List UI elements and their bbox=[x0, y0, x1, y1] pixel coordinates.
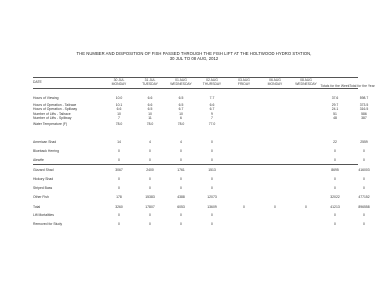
table-cell: 0 bbox=[180, 222, 182, 226]
row-label: Removed for Study bbox=[33, 222, 63, 226]
table-cell: 477152 bbox=[358, 195, 370, 199]
table-cell: 0 bbox=[118, 158, 120, 162]
table-cell: 4 bbox=[149, 140, 151, 144]
table-cell: 0 bbox=[334, 213, 336, 217]
table-cell: 0 bbox=[211, 177, 213, 181]
table-cell: 416003 bbox=[358, 168, 370, 172]
table-cell: 0 bbox=[118, 177, 120, 181]
table-cell: 0 bbox=[149, 186, 151, 190]
table-cell: 13609 bbox=[207, 205, 217, 209]
table-cell: 0 bbox=[363, 158, 365, 162]
table-cell: 0 bbox=[334, 177, 336, 181]
row-label: Other Fish bbox=[33, 195, 49, 199]
table-cell: 0 bbox=[243, 205, 245, 209]
table-cell: 78.0 bbox=[177, 122, 185, 126]
table-cell: 0 bbox=[334, 222, 336, 226]
header-col-day: 01 AUG bbox=[175, 78, 187, 82]
table-cell: 6.5 bbox=[147, 106, 153, 111]
row-label: Hours of Operation - Tailrace bbox=[33, 103, 77, 107]
table-cell: 6.6 bbox=[147, 103, 153, 107]
table-cell: 12073 bbox=[207, 195, 217, 199]
row-label: Hours of Viewing bbox=[33, 96, 59, 100]
table-cell: 0 bbox=[211, 149, 213, 153]
table-cell: 22 bbox=[333, 140, 337, 144]
table-cell: 17807 bbox=[145, 205, 155, 209]
table-cell: 10 bbox=[179, 112, 183, 116]
table-cell: 3260 bbox=[115, 205, 123, 209]
report-date-range: 30 JUL TO 08 AUG, 2012 bbox=[169, 56, 219, 61]
table-cell: 6.7 bbox=[209, 106, 215, 111]
table-cell: 0 bbox=[211, 213, 213, 217]
table-cell: 6.7 bbox=[178, 106, 184, 111]
table-cell: 586 bbox=[361, 112, 367, 116]
header-col-day: 06 AUG bbox=[269, 78, 281, 82]
row-label: Striped Bass bbox=[33, 186, 53, 190]
table-cell: 51 bbox=[333, 112, 337, 116]
table-cell: 0 bbox=[180, 186, 182, 190]
table-cell: 37.6 bbox=[331, 96, 339, 100]
table-cell: 6053 bbox=[177, 205, 185, 209]
row-label: Hickory Shad bbox=[33, 177, 54, 181]
table-cell: 7 bbox=[211, 115, 213, 120]
table-cell: 11 bbox=[148, 115, 152, 120]
header-col-weekday: WEDNESDAY bbox=[295, 82, 317, 86]
table-cell: 6.5 bbox=[178, 96, 184, 100]
table-cell: 373.5 bbox=[359, 103, 369, 107]
table-cell: 0 bbox=[363, 177, 365, 181]
table-cell: 6.6 bbox=[147, 96, 153, 100]
table-cell: 0 bbox=[363, 186, 365, 190]
table-cell: 0 bbox=[363, 213, 365, 217]
table-cell: 78.0 bbox=[115, 122, 123, 126]
header-col-weekday: WEDNESDAY bbox=[170, 82, 192, 86]
table-cell: 4 bbox=[180, 140, 182, 144]
table-cell: 10.0 bbox=[115, 96, 123, 100]
header-col-weekday: MONDAY bbox=[111, 82, 127, 86]
table-cell: 316.5 bbox=[359, 106, 369, 111]
row-label: Hours of Operation - Spillway bbox=[33, 106, 78, 111]
header-totals-year: Total for the Year bbox=[349, 84, 375, 88]
header-col-day: 02 AUG bbox=[206, 78, 218, 82]
header-col-day: 03 AUG bbox=[238, 78, 250, 82]
table-cell: 1513 bbox=[208, 168, 216, 172]
table-cell: 0 bbox=[211, 140, 213, 144]
table-cell: 77.0 bbox=[208, 122, 216, 126]
table-cell: 0 bbox=[211, 186, 213, 190]
table-cell: 7.7 bbox=[209, 96, 215, 100]
row-label: Water Temperature (F) bbox=[33, 122, 68, 126]
table-cell: 10 bbox=[117, 112, 121, 116]
table-cell: 15383 bbox=[145, 195, 155, 199]
table-cell: 0 bbox=[274, 205, 276, 209]
table-cell: 1761 bbox=[177, 168, 185, 172]
table-cell: 78.0 bbox=[146, 122, 154, 126]
table-cell: 0 bbox=[149, 213, 151, 217]
table-cell: 0 bbox=[334, 186, 336, 190]
header-col-day: 30 JUL bbox=[113, 78, 125, 82]
table-cell: 10.1 bbox=[115, 103, 123, 107]
table-cell: 0 bbox=[363, 149, 365, 153]
table-cell: 6.6 bbox=[209, 103, 215, 107]
header-col-weekday: TUESDAY bbox=[142, 82, 158, 86]
table-cell: 41213 bbox=[330, 205, 340, 209]
table-cell: 0 bbox=[211, 222, 213, 226]
table-cell: 6 bbox=[180, 115, 182, 120]
table-cell: 0 bbox=[180, 158, 182, 162]
table-cell: 48 bbox=[333, 115, 337, 120]
table-cell: 598.7 bbox=[359, 96, 369, 100]
table-cell: 0 bbox=[334, 149, 336, 153]
table-cell: 387 bbox=[361, 115, 367, 120]
table-cell: 0 bbox=[334, 158, 336, 162]
table-cell: 2559 bbox=[360, 140, 368, 144]
table-cell: 29.7 bbox=[331, 103, 339, 107]
table-cell: 24.1 bbox=[331, 106, 339, 111]
table-cell: 0 bbox=[118, 149, 120, 153]
table-cell: 10 bbox=[148, 112, 152, 116]
row-label: Number of Lifts - Tailrace bbox=[33, 112, 71, 116]
table-cell: 3067 bbox=[115, 168, 123, 172]
row-label: Gizzard Shad bbox=[33, 168, 54, 172]
table-cell: 0 bbox=[149, 149, 151, 153]
table-cell: 2400 bbox=[146, 168, 154, 172]
header-date-label: DATE bbox=[33, 80, 42, 84]
table-cell: 14 bbox=[117, 140, 121, 144]
table-cell: 32022 bbox=[330, 195, 340, 199]
table-cell: 0 bbox=[118, 213, 120, 217]
header-col-day: 31 JUL bbox=[144, 78, 156, 82]
table-cell: 6.5 bbox=[178, 103, 184, 107]
header-col-weekday: MONDAY bbox=[267, 82, 283, 86]
header-col-weekday: FRIDAY bbox=[237, 82, 251, 86]
row-label: Alewife bbox=[33, 158, 44, 162]
row-label: Blueback Herring bbox=[33, 149, 60, 153]
table-cell: 178 bbox=[116, 195, 122, 199]
table-cell: 0 bbox=[180, 213, 182, 217]
table-cell: 0 bbox=[180, 177, 182, 181]
species-section-rule bbox=[33, 164, 358, 165]
table-cell: 0 bbox=[305, 205, 307, 209]
table-cell: 0 bbox=[180, 149, 182, 153]
row-label: Lift Mortalities bbox=[33, 213, 54, 217]
table-cell: 9 bbox=[211, 112, 213, 116]
header-col-weekday: THURSDAY bbox=[202, 82, 222, 86]
table-cell: 0 bbox=[118, 186, 120, 190]
table-cell: 7 bbox=[118, 115, 120, 120]
table-cell: 0 bbox=[211, 158, 213, 162]
table-cell: 0 bbox=[149, 177, 151, 181]
header-bottom-rule bbox=[33, 88, 358, 89]
table-cell: 0 bbox=[363, 222, 365, 226]
table-cell: 6.6 bbox=[116, 106, 122, 111]
table-cell: 896558 bbox=[358, 205, 370, 209]
table-cell: 8695 bbox=[331, 168, 339, 172]
table-cell: 0 bbox=[118, 222, 120, 226]
header-col-day: 08 AUG bbox=[300, 78, 312, 82]
table-cell: 0 bbox=[149, 222, 151, 226]
row-label: Number of Lifts - Spillway bbox=[33, 115, 72, 120]
row-label: Total bbox=[33, 205, 41, 209]
report-title: THE NUMBER AND DISPOSITION OF FISH PASSED THROUGH THE FISH LIFT AT THE HOLTWOOD HYDRO STATION, bbox=[76, 51, 312, 56]
row-label: American Shad bbox=[33, 140, 57, 144]
table-cell: 0 bbox=[149, 158, 151, 162]
header-totals-week: Totals for the Week bbox=[320, 84, 350, 88]
table-cell: 4388 bbox=[177, 195, 185, 199]
